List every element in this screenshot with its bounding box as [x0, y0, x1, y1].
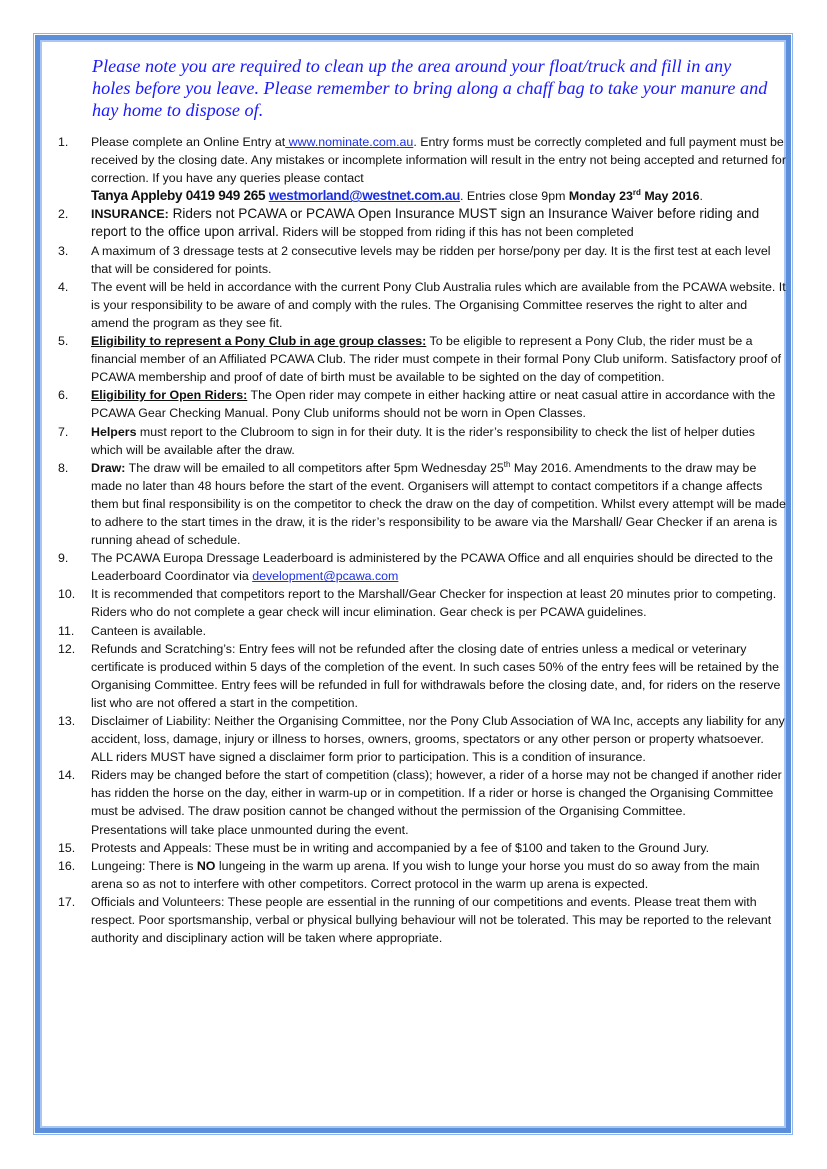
rule-11	[58, 622, 788, 640]
rule-number: 10.	[58, 587, 76, 602]
rule-number: 5.	[58, 334, 69, 349]
rule-9	[58, 549, 788, 585]
rule-6	[58, 386, 788, 422]
rule-text: Refunds and Scratching’s: Entry fees will not be refunded after the closing date of entries unless a medical or veterinary certificate is produced within 5 days of the completion of the event. In such cases 50% of the entry fees will be retained by the Organising Committee. Entry fees will be refunded in full for withdrawals before the closing date, and, for riders on the reserve list who are not offered a start in the competition.	[91, 641, 781, 710]
closing-day: Monday 23	[568, 189, 633, 204]
rule-number: 12.	[58, 641, 76, 656]
rule-number: 3.	[58, 243, 69, 258]
contact-email-link[interactable]: westmorland@westnet.com.au	[268, 188, 461, 204]
rule-8	[58, 459, 788, 549]
rule-text: Lungeing: There is	[91, 858, 197, 873]
rule-number: 9.	[58, 551, 69, 566]
rule-2	[58, 205, 788, 241]
rule-number: 14.	[58, 768, 76, 783]
rule-text: must report to the Clubroom to sign in for their duty. It is the rider’s responsibility to check the list of helper duties which will be available after the draw.	[91, 424, 755, 457]
rule-10	[58, 585, 788, 621]
rule-text: The draw will be emailed to all competitors after 5pm Wednesday 25	[125, 460, 504, 475]
rule-emphasis: NO	[196, 858, 216, 873]
rule-number: 16.	[58, 858, 76, 873]
rule-number: 6.	[58, 388, 69, 403]
rule-text: . Entry forms must be correctly completed and full payment must be received by the closing date. Any mistakes or incomplete information will result in the entry not being accepted and returned for correction. If you have any queries please contact	[91, 135, 786, 186]
rule-17	[58, 893, 788, 947]
rule-3	[58, 242, 788, 278]
rule-14	[58, 766, 788, 838]
rule-number: 8.	[58, 460, 69, 475]
closing-day-suffix: rd	[632, 188, 641, 198]
rule-13	[58, 712, 788, 766]
rule-text: Canteen is available.	[91, 623, 207, 638]
rule-label: Helpers	[91, 424, 137, 439]
rule-16	[58, 857, 788, 893]
rules-list	[58, 133, 788, 947]
rule-4	[58, 278, 788, 332]
rule-text: . Entries close 9pm	[460, 189, 569, 204]
rule-12	[58, 640, 788, 712]
rule-number: 15.	[58, 840, 76, 855]
rule-number: 17.	[58, 894, 76, 909]
rule-text: A maximum of 3 dressage tests at 2 consecutive levels may be ridden per horse/pony per day. It is the first test at each level that will be considered for points.	[91, 243, 771, 276]
rule-text: The Open rider may compete in either hacking attire or neat casual attire in accordance with the PCAWA Gear Checking Manual. Pony Club uniforms should not be worn in Open Classes.	[91, 388, 776, 421]
rule-1	[58, 133, 788, 205]
cleanup-notice: Please note you are required to clean up the area around your float/truck and fill in any holes before you leave. Please remember to bring along a chaff bag to take your manure and hay home to dispose of.	[92, 56, 768, 120]
rule-text: The PCAWA Europa Dressage Leaderboard is administered by the PCAWA Office and all enquiries should be directed to the Leaderboard Coordinator via	[91, 551, 773, 584]
rule-text: Disclaimer of Liability: Neither the Organising Committee, nor the Pony Club Association of WA Inc, accepts any liability for any accident, loss, damage, injury or illness to horses, owners, grooms, spectators or any other person or property whatsoever. ALL riders MUST have signed a disclaimer form prior to participation. This is a condition of insurance.	[91, 714, 785, 765]
rule-number: 4.	[58, 279, 69, 294]
rule-text: May 2016. Amendments to the draw may be made no later than 48 hours before the start of the event. Organisers will attempt to contact competitors if a change affects them but final responsibility is on the competitor to check the draw on the day of competition. Whilst every attempt will be made to adhere to the start times in the draw, it is the rider’s responsibility to be aware via the Marshall/ Gear Checker if an arena is running ahead of schedule.	[91, 460, 786, 548]
rule-text: .	[699, 189, 703, 204]
rule-number: 7.	[58, 424, 69, 439]
rule-text: It is recommended that competitors report to the Marshall/Gear Checker for inspection at least 20 minutes prior to competing. Riders who do not complete a gear check will incur elimination. Gear check is per PCAWA guidelines.	[91, 587, 777, 620]
rule-number: 2.	[58, 207, 69, 222]
development-email-link[interactable]: development@pcawa.com	[252, 569, 399, 584]
date-suffix: th	[503, 459, 511, 469]
rule-label: Eligibility to represent a Pony Club in age group classes:	[91, 334, 427, 349]
page-border	[33, 33, 793, 1135]
rule-text: To be eligible to represent a Pony Club, the rider must be a financial member of an Affiliated PCAWA Club. The rider must compete in their formal Pony Club uniform. Satisfactory proof of PCAWA membership and proof of date of birth must be available to be sighted on the day of competition.	[91, 334, 782, 385]
closing-date: May 2016	[640, 189, 700, 204]
rule-text: The event will be held in accordance with the current Pony Club Australia rules which are available from the PCAWA website. It is your responsibility to be aware of and comply with the rules. The Organising Committee reserves the right to alter and amend the program as they see fit.	[91, 279, 786, 330]
rule-number: 1.	[58, 135, 69, 149]
rule-text: Riders may be changed before the start of competition (class); however, a rider of a horse may not be changed if another rider has ridden the horse on the day, either in warm-up or in competition. If a rider or horse is changed the Organising Committee must be advised. The draw position cannot be changed without the permission of the Organising Committee.	[91, 768, 782, 819]
rule-5	[58, 332, 788, 386]
rule-text: Riders will be stopped from riding if this has not been completed	[278, 225, 634, 240]
page-content	[40, 40, 786, 1128]
rule-label: Eligibility for Open Riders:	[91, 388, 248, 403]
nominate-link[interactable]: www.nominate.com.au	[285, 135, 414, 149]
rule-number: 11.	[58, 623, 75, 638]
contact-name-phone: Tanya Appleby 0419 949 265	[91, 188, 266, 204]
rule-text: Riders not PCAWA or PCAWA Open Insurance MUST sign an Insurance Waiver before riding and report to the office upon arrival.	[91, 206, 760, 240]
rule-text: Officials and Volunteers: These people are essential in the running of our competitions and events. Please treat them with respect. Poor sportsmanship, verbal or physical bullying behaviour will not be tolerated. This may be reported to the relevant authority and disciplinary action will be taken where appropriate.	[91, 894, 772, 946]
rule-text: Please complete an Online Entry at	[91, 135, 286, 149]
rule-7	[58, 423, 788, 459]
presentations-note: Presentations will take place unmounted during the event.	[91, 822, 409, 837]
rule-number: 13.	[58, 714, 76, 728]
page-border-mid	[35, 35, 791, 1133]
rule-text: Protests and Appeals: These must be in writing and accompanied by a fee of $100 and taken to the Ground Jury.	[91, 840, 710, 855]
rule-label: Draw:	[91, 460, 126, 475]
rule-text: lungeing in the warm up arena. If you wish to lunge your horse you must do so away from the main arena so as not to interfere with other competitors. Correct protocol in the warm up arena is expected.	[91, 858, 760, 891]
rule-label: INSURANCE:	[91, 207, 169, 222]
rule-15	[58, 839, 788, 857]
